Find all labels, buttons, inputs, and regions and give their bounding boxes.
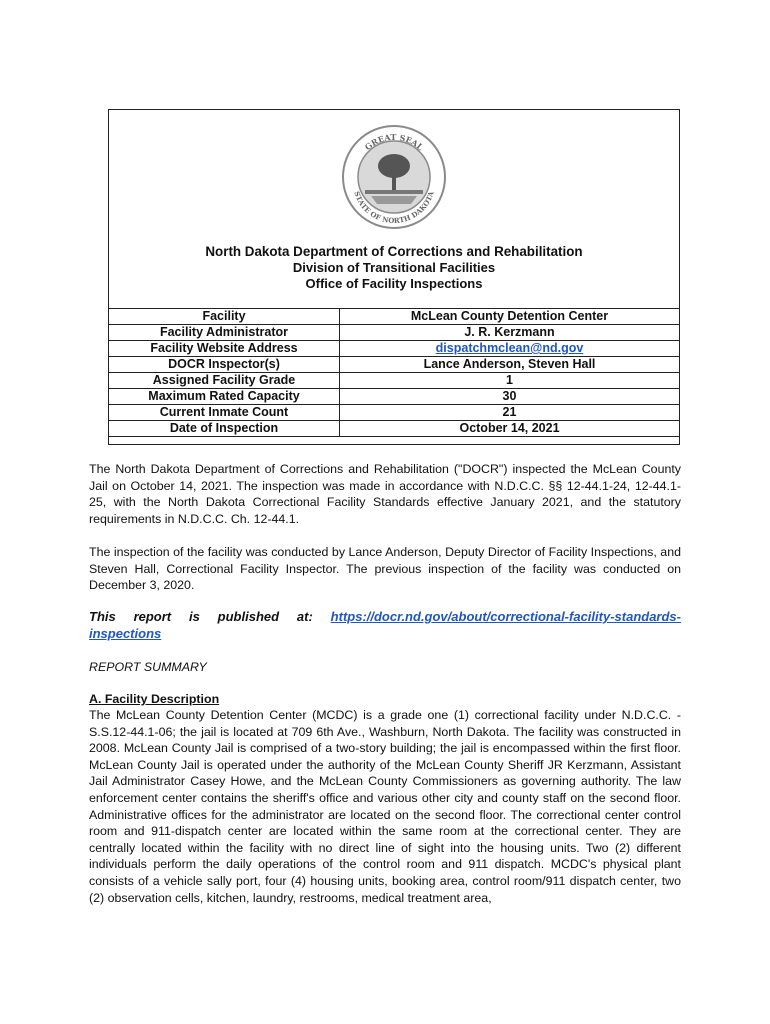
row-label: DOCR Inspector(s): [109, 357, 340, 373]
row-value: October 14, 2021: [340, 421, 680, 437]
website-link[interactable]: dispatchmclean@nd.gov: [435, 341, 584, 355]
table-row: [109, 341, 680, 357]
row-label: Current Inmate Count: [109, 405, 340, 421]
row-label: Maximum Rated Capacity: [109, 389, 340, 405]
row-value: 21: [340, 405, 680, 421]
table-row: [109, 389, 680, 405]
table-row: [109, 357, 680, 373]
table-row: [109, 405, 680, 421]
section-a-body: The McLean County Detention Center (MCDC) is a grade one (1) correctional facility under N.D.C.C. - S.S.12-44.1-06; the jail is located at 709 6th Ave., Washburn, North Dakota. The facility was constructed in 2008. McLean County Jail is comprised of a two-story building; the jail is encompassed within the first floor. McLean County Jail is operated under the authority of the McLean County Sheriff JR Kerzmann, Assistant Jail Administrator Casey Howe, and the McLean County Commissioners as governing authority. The law enforcement center contains the sheriff's office and various other city and county staff on the second floor. Administrative offices for the administrator are located on the second floor. The correctional center control room and 911-dispatch center are located within the same room at the correctional center. They are centrally located within the facility with no direct line of sight into the housing units. Two (2) different individuals perform the daily operations of the control room and 911 dispatch. MCDC's physical plant consists of a vehicle sally port, four (4) housing units, booking area, control room/911 dispatch center, two (2) observation cells, kitchen, laundry, restrooms, medical treatment area,: [89, 708, 681, 905]
row-value: J. R. Kerzmann: [340, 325, 680, 341]
published-line: [89, 609, 681, 642]
division-name: Division of Transitional Facilities: [292, 260, 496, 275]
inspection-paragraph: The inspection of the facility was conducted by Lance Anderson, Deputy Director of Facility Inspections, and Steven Hall, Correctional Facility Inspector. The previous inspection of the facility was conducted on December 3, 2020.: [89, 545, 681, 593]
intro-paragraph: The North Dakota Department of Corrections and Rehabilitation ("DOCR") inspected the McLean County Jail on October 14, 2021. The inspection was made in accordance with N.D.C.C. §§ 12-44.1-24, 12-44.1-25, with the North Dakota Correctional Facility Standards effective January 2021, and the statutory requirements in N.D.C.C. Ch. 12-44.1.: [89, 462, 681, 526]
row-label: Date of Inspection: [109, 421, 340, 437]
section-a-title: A. Facility Description: [89, 692, 220, 706]
table-row: [109, 373, 680, 389]
row-value: [340, 341, 680, 357]
row-value: 30: [340, 389, 680, 405]
header-box: [108, 109, 680, 445]
great-seal-icon: [341, 124, 447, 230]
svg-text:GREAT SEAL: GREAT SEAL: [362, 131, 426, 153]
agency-titles: [109, 244, 679, 292]
row-value: 1: [340, 373, 680, 389]
office-name: Office of Facility Inspections: [305, 276, 483, 291]
published-prefix: This report is published at:: [89, 609, 313, 624]
row-value: McLean County Detention Center: [340, 309, 680, 325]
facility-info-table: [108, 308, 680, 437]
table-row: [109, 309, 680, 325]
row-label: Facility: [109, 309, 340, 325]
row-label: Facility Administrator: [109, 325, 340, 341]
published-url-link[interactable]: https://docr.nd.gov/about/correctional-facility-standards-inspections: [89, 609, 681, 641]
row-label: Assigned Facility Grade: [109, 373, 340, 389]
report-summary-heading: REPORT SUMMARY: [89, 660, 207, 674]
table-row: [109, 325, 680, 341]
svg-text:STATE OF NORTH DAKOTA: STATE OF NORTH DAKOTA: [352, 190, 436, 226]
row-value: Lance Anderson, Steven Hall: [340, 357, 680, 373]
agency-name: North Dakota Department of Corrections and Rehabilitation: [205, 244, 583, 259]
row-label: Facility Website Address: [109, 341, 340, 357]
table-row: [109, 421, 680, 437]
